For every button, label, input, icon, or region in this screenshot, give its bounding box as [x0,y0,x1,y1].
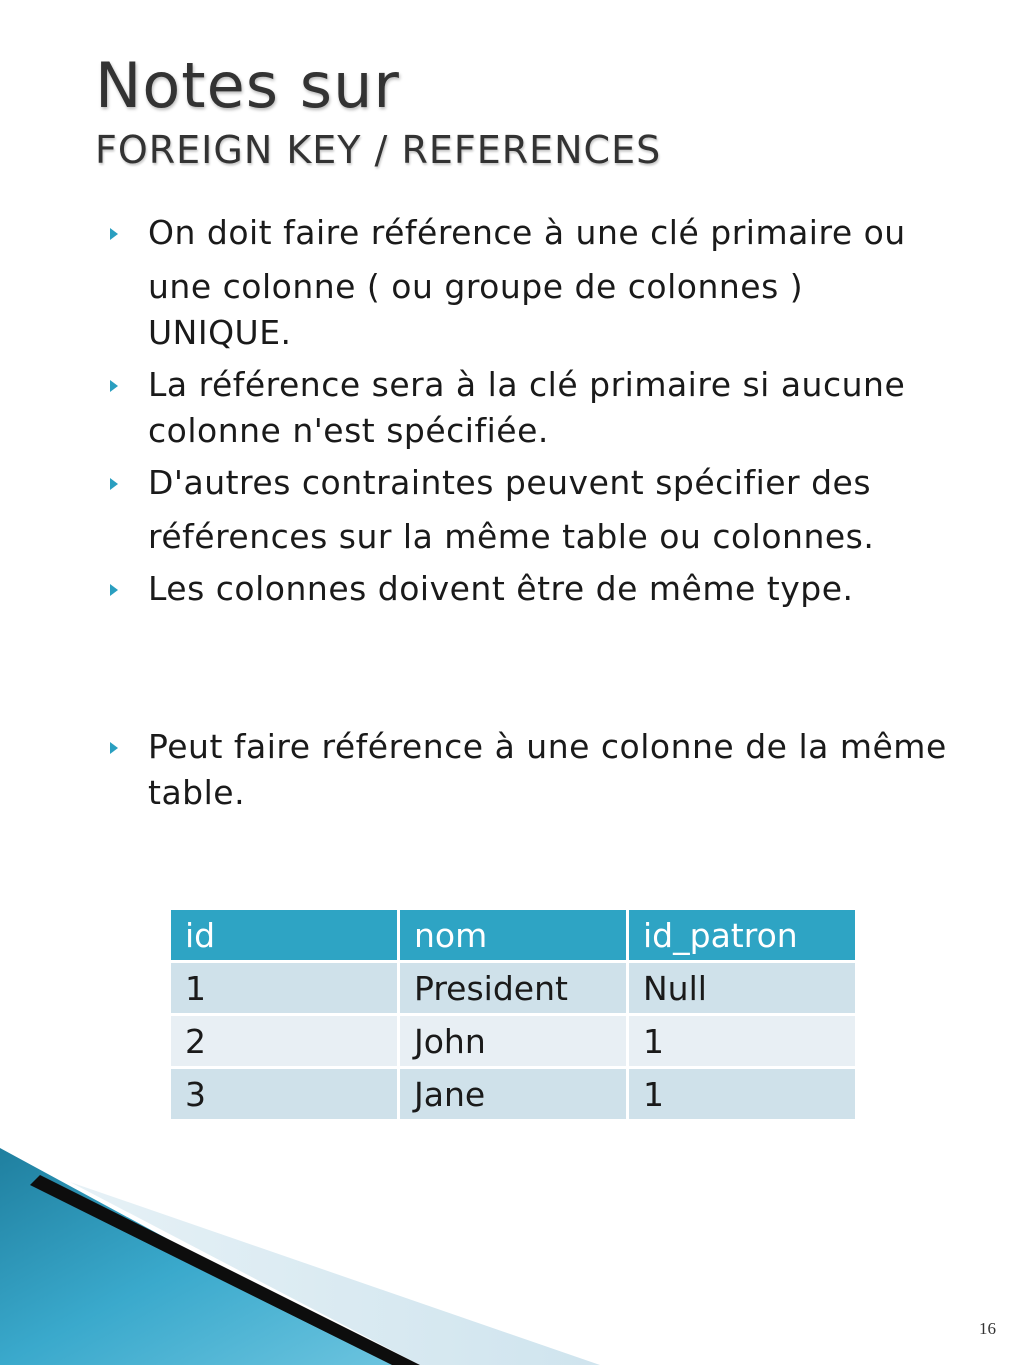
bullet-item [108,460,948,560]
table-cell: John [399,1015,628,1068]
table-cell: 1 [170,962,399,1015]
table-header-row [170,909,857,962]
bullet-item [108,362,948,454]
table-row [170,1015,857,1068]
bullet-text: Peut faire référence à une colonne de la même table. [148,727,947,812]
table-cell: Null [628,962,857,1015]
bullet-arrow-icon [110,380,118,392]
table-header-cell: id_patron [628,909,857,962]
table-cell: 1 [628,1015,857,1068]
decorative-swoosh [0,1140,1024,1365]
bullet-arrow-icon [110,478,118,490]
table-cell: 2 [170,1015,399,1068]
bullet-arrow-icon [110,228,118,240]
bullet-text: D'autres contraintes peuvent spécifier des [148,463,872,502]
table-cell: 1 [628,1068,857,1121]
title-sub: FOREIGN KEY / REFERENCES [95,128,662,172]
bullet-text: On doit faire référence à une clé primaire ou [148,213,906,252]
table-row [170,962,857,1015]
bullet-text: Les colonnes doivent être de même type. [148,569,854,608]
bullet-text: La référence sera à la clé primaire si aucune colonne n'est spécifiée. [148,365,906,450]
example-table [168,907,858,1122]
bullet-continuation: références sur la même table ou colonnes. [148,517,875,556]
slide-title [95,48,661,176]
bullet-list [108,210,948,816]
bullet-arrow-icon [110,742,118,754]
bullet-item [108,210,948,356]
page-number: 16 [979,1319,996,1338]
table-header-cell: nom [399,909,628,962]
bullet-arrow-icon [110,584,118,596]
table-cell: 3 [170,1068,399,1121]
bullet-continuation: une colonne ( ou groupe de colonnes ) UNIQUE. [148,267,804,352]
bullet-item [108,566,948,612]
title-main: Notes sur [95,49,400,122]
table-cell: Jane [399,1068,628,1121]
table-row [170,1068,857,1121]
table-cell: President [399,962,628,1015]
bullet-item [108,724,948,816]
table-header-cell: id [170,909,399,962]
